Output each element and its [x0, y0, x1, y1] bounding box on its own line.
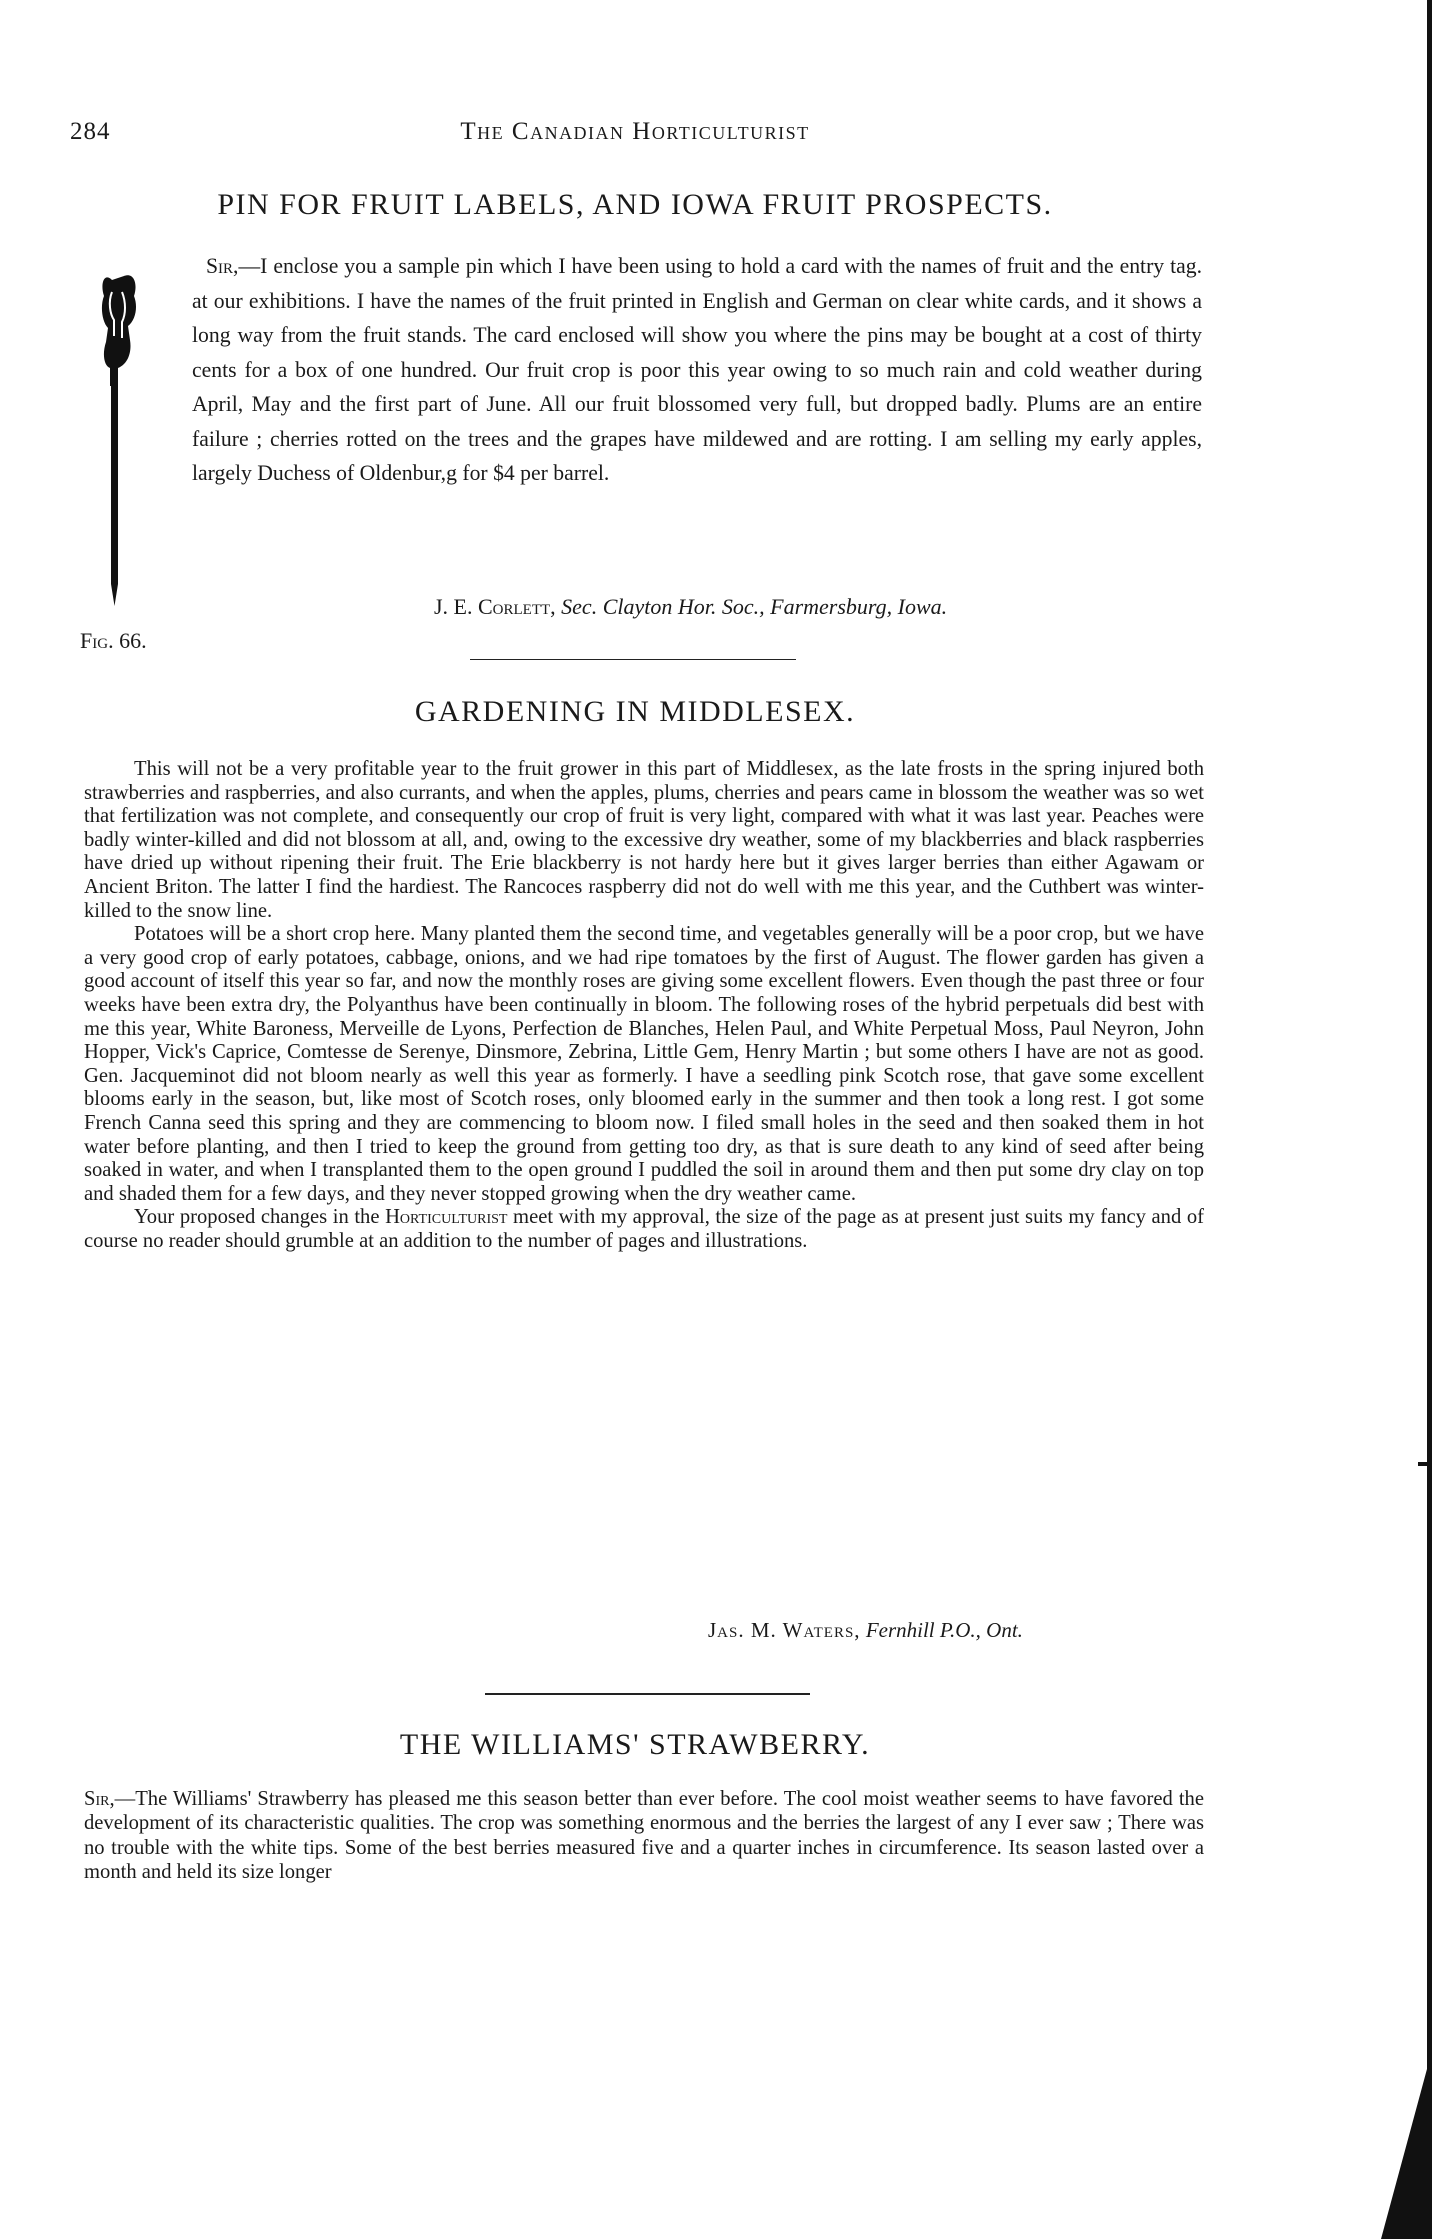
article-title-gardening-middlesex: GARDENING IN MIDDLESEX.	[414, 695, 856, 728]
article-title-williams-strawberry: THE WILLIAMS' STRAWBERRY.	[399, 1728, 871, 1761]
figure-caption	[80, 628, 147, 654]
page-number: 284	[70, 118, 111, 145]
pin-article-signature	[434, 594, 947, 620]
section-divider	[470, 659, 796, 660]
figure-caption-number: 66.	[119, 628, 147, 653]
gardening-article-signature	[708, 1618, 1023, 1643]
running-head	[70, 118, 1200, 158]
pin-article-text: —I enclose you a sample pin which I have been using to hold a card with the names of fruit and the entry tag. at our exhibitions. I have the names of the fruit printed in English and German on clear white cards, and it shows a long way from the fruit stands. The card enclosed will show you where the pins may be bought at a cost of thirty cents for a box of one hundred. Our fruit crop is poor this year owing to so much rain and cold weather during April, May and the first part of June. All our fruit blossomed very full, but dropped badly. Plums are an entire failure ; cherries rotted on the trees and the grapes have mildewed and are rotting. I am selling my early apples, largely Duchess of Oldenbur,g for $4 per barrel.	[192, 254, 1202, 485]
pin-article-salutation: Sir,	[206, 254, 239, 278]
signature-name: J. E. Corlett,	[434, 594, 556, 619]
section-divider	[485, 1693, 810, 1695]
journal-title: The Canadian Horticulturist	[460, 118, 810, 145]
gardening-paragraph-3: Your proposed changes in the Horticulturist meet with my approval, the size of the page as at present just suits my fancy and of course no reader should grumble at an addition to the number of pages and illustrations.	[84, 1206, 1204, 1252]
signature-affiliation: Sec. Clayton Hor. Soc., Farmersburg, Iowa.	[561, 594, 948, 619]
gardening-paragraph-2: Potatoes will be a short crop here. Many planted them the second time, and vegetables generally will be a poor crop, but we have a very good crop of early potatoes, cabbage, onions, and we had ripe tomatoes by the first of August. The flower garden has given a good account of itself this year so far, and now the monthly roses are giving some excellent flowers. Even though the past three or four weeks have been extra dry, the Polyanthus have been continually in bloom. The following roses of the hybrid perpetuals did best with me this year, White Baroness, Merveille de Lyons, Perfection de Blanches, Helen Paul, and White Perpetual Moss, Paul Neyron, John Hopper, Vick's Caprice, Comtesse de Serenye, Dinsmore, Zebrina, Little Gem, Henry Martin ; but some others I have are not as good. Gen. Jacqueminot did not bloom nearly as well this year as formerly. I have a seedling pink Scotch rose, that gave some excellent blooms early in the season, but, like most of Scotch roses, only bloomed early in the summer and then took a long rest. I got some French Canna seed this spring and they are commencing to bloom now. I filed small holes in the seed and then soaked them in hot water before planting, and then I tried to keep the ground from getting too dry, as that is sure death to any kind of seed after being soaked in water, and when I transplanted them to the open ground I puddled the soil in around them and then put some dry clay on top and shaded them for a few days, and they never stopped growing when the dry weather came.	[84, 923, 1204, 1205]
gardening-paragraph-1: This will not be a very profitable year to the fruit grower in this part of Middlesex, as the late frosts in the spring injured both strawberries and raspberries, and also currants, and when the apples, plums, cherries and pears came in blossom the weather was so wet that fertilization was not complete, and consequently our crop of fruit is very light, compared with what it was last year. Peaches were badly winter-killed and did not blossom at all, and, owing to the excessive dry weather, some of my blackberries and black raspberries have dried up without ripening their fruit. The Erie blackberry is not hardy here but it gives larger berries than either Agawam or Ancient Briton. The latter I find the hardiest. The Rancoces raspberry did not do well with me this year, and the Cuthbert was winter-killed to the snow line.	[84, 758, 1204, 922]
strawberry-article-salutation: Sir,	[84, 1788, 115, 1810]
figure-caption-label: Fig.	[80, 628, 114, 653]
signature-location: Fernhill P.O., Ont.	[865, 1618, 1023, 1642]
strawberry-article-text: —The Williams' Strawberry has pleased me this season better than ever before. The cool moist weather seems to have favored the development of its characteristic qualities. The crop was something enormous and the berries the largest of any I ever saw ; There was no trouble with the white tips. Some of the best berries measured five and a quarter inches in circumference. Its season lasted over a month and held its size longer	[84, 1788, 1204, 1883]
page-edge-tick	[1418, 1462, 1427, 1466]
page-edge-wedge	[1381, 2069, 1427, 2239]
pin-article-body	[192, 249, 1202, 491]
gardening-article-body	[84, 758, 1204, 1253]
strawberry-article-body	[84, 1787, 1204, 1884]
article-title-pin-fruit-labels: PIN FOR FRUIT LABELS, AND IOWA FRUIT PROSPECTS.	[217, 188, 1053, 221]
figure-pin-illustration	[84, 262, 164, 662]
pin-figure-drawing	[84, 262, 164, 662]
signature-name: Jas. M. Waters,	[708, 1618, 861, 1642]
magazine-name: Horticulturist	[385, 1206, 508, 1229]
page-edge-shadow	[1427, 0, 1432, 2239]
